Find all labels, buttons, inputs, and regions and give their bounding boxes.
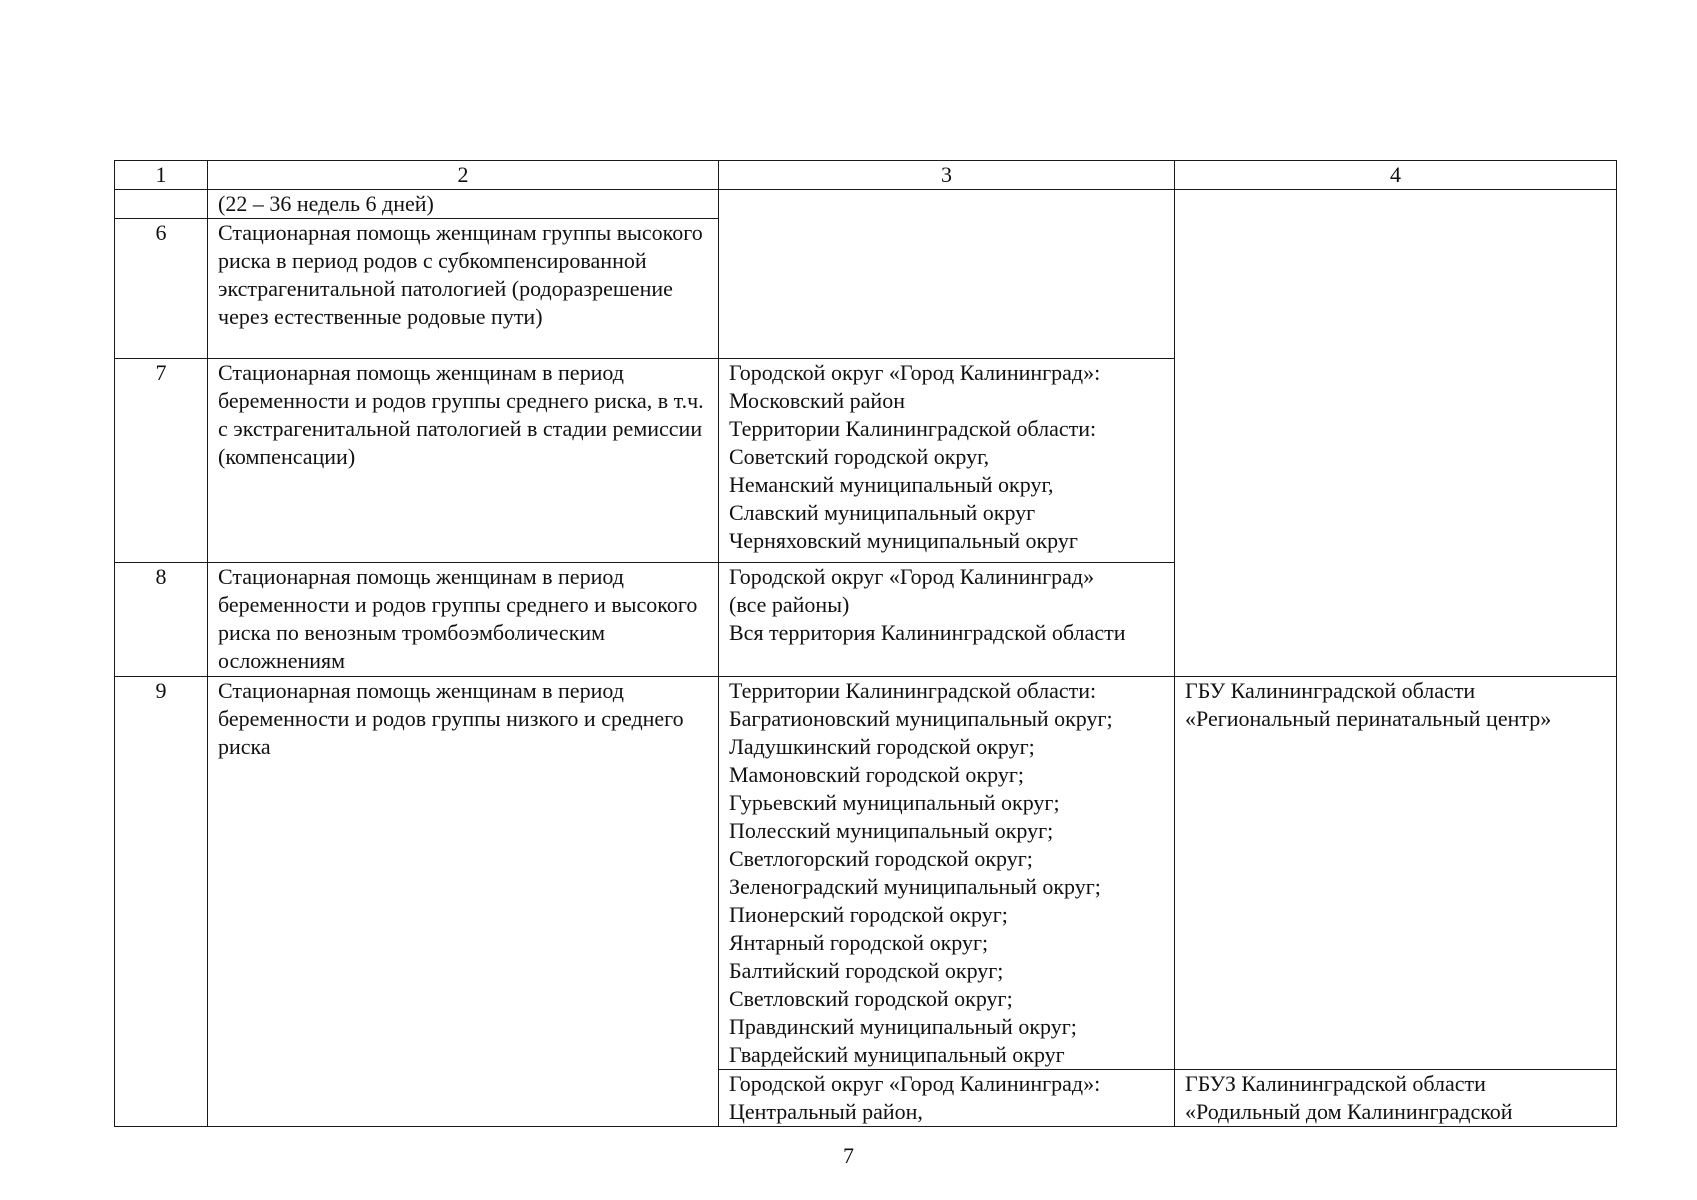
table-header-row [115,161,1617,190]
territory-cell: Городской округ «Город Калининград»: Центральный район, [719,1070,1175,1127]
column-header-4: 4 [1175,161,1617,190]
territory-cell: Городской округ «Город Калининград» (все районы) Вся территория Калининградской области [719,563,1175,677]
row-number-cell [115,190,208,219]
table-row-continuation [115,190,1617,219]
service-cell: Стационарная помощь женщинам группы высокого риска в период родов с субкомпенсированной экстрагенитальной патологией (родоразрешение через естественные родовые пути) [208,219,719,359]
row-number-cell: 9 [115,677,208,1127]
column-header-1: 1 [115,161,208,190]
row-number-cell: 8 [115,563,208,677]
column-header-2: 2 [208,161,719,190]
service-cell: Стационарная помощь женщинам в период беременности и родов группы среднего риска, в т.ч. с экстрагенитальной патологией в стадии ремиссии (компенсации) [208,359,719,563]
territory-cell: Территории Калининградской области: Багратионовский муниципальный округ; Ладушкинский городской округ; Мамоновский городской округ; Гурьевский муниципальный округ; Полесский муниципальный округ; Светлогорский городской округ; Зеленоградский муниципальный округ; Пионерский городской округ; Янтарный городской округ; Балтийский городской округ; Светловский городской округ; Правдинский муниципальный округ; Гвардейский муниципальный округ [719,677,1175,1070]
territory-cell: Городской округ «Город Калининград»: Московский район Территории Калининградской области: Советский городской округ, Неманский муниципальный округ, Славский муниципальный округ Черняховский муниципальный округ [719,359,1175,563]
table-row [115,677,1617,1070]
institution-cell: ГБУЗ Калининградской области «Родильный дом Калининградской [1175,1070,1617,1127]
column-header-3: 3 [719,161,1175,190]
institution-cell: ГБУ Калининградской области «Региональный перинатальный центр» [1175,677,1617,1070]
row-number-cell: 6 [115,219,208,359]
page-number: 7 [843,1143,854,1168]
service-cell: (22 – 36 недель 6 дней) [208,190,719,219]
institution-cell [1175,190,1617,677]
service-cell: Стационарная помощь женщинам в период беременности и родов группы низкого и среднего риска [208,677,719,1127]
territory-cell [719,190,1175,359]
service-cell: Стационарная помощь женщинам в период беременности и родов группы среднего и высокого риска по венозным тромбоэмболическим осложнениям [208,563,719,677]
distribution-table [114,160,1617,1127]
row-number-cell: 7 [115,359,208,563]
